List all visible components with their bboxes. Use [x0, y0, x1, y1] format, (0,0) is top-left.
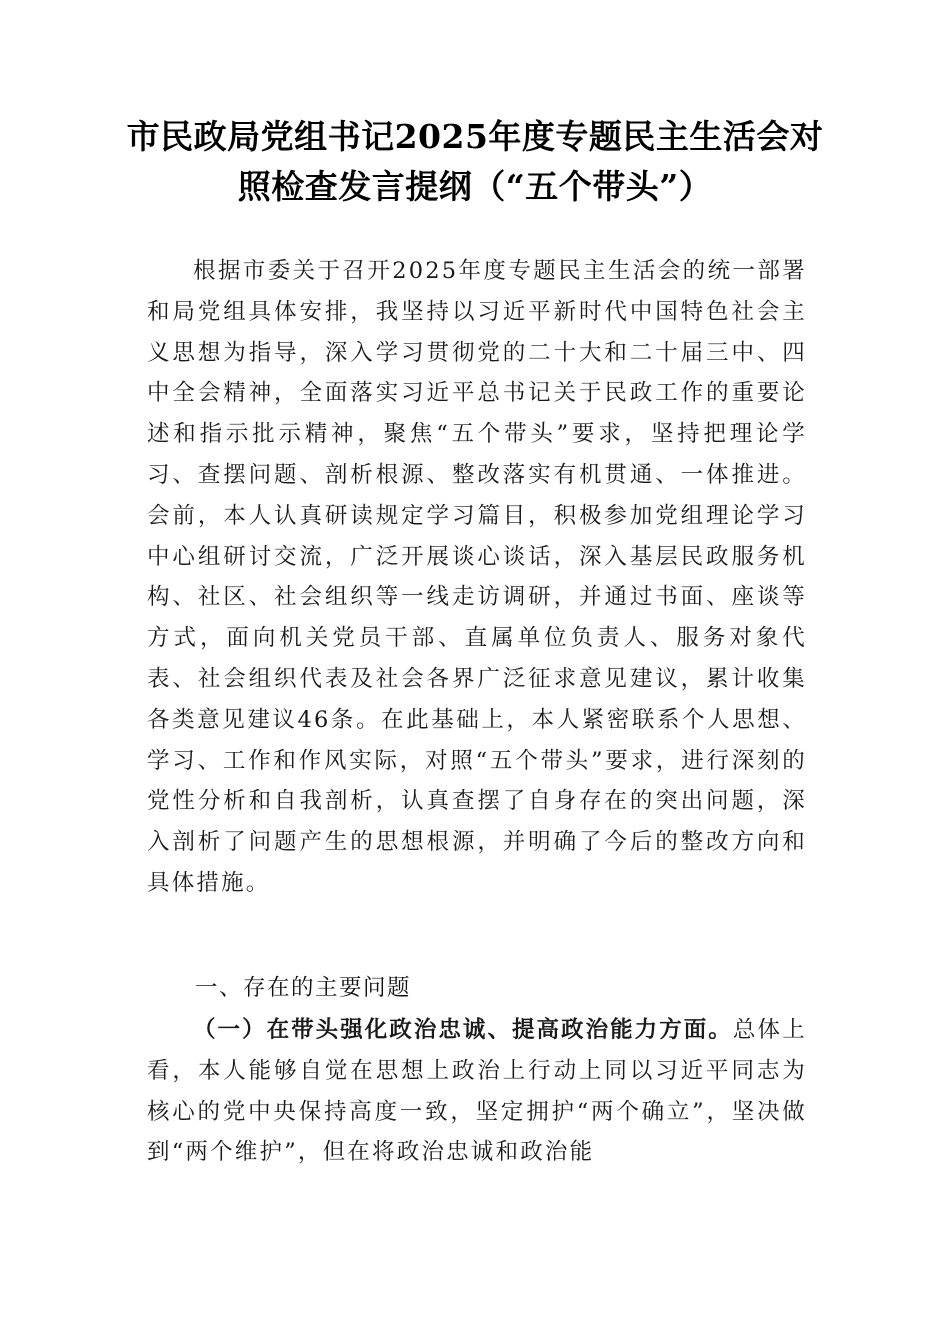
- subsection-heading: （一）在带头强化政治忠诚、提高政治能力方面。: [193, 1017, 733, 1043]
- intro-paragraph: 根据市委关于召开2025年度专题民主生活会的统一部署和局党组具体安排，我坚持以习近平新时代中国特色社会主义思想为指导，深入学习贯彻党的二十大和二十届三中、四中全会精神，全面落实习近平总书记关于民政工作的重要论述和指示批示精神，聚焦“五个带头”要求，坚持把理论学习、查摆问题、剖析根源、整改落实有机贯通、一体推进。会前，本人认真研读规定学习篇目，积极参加党组理论学习中心组研讨交流，广泛开展谈心谈话，深入基层民政服务机构、社区、社会组织等一线走访调研，并通过书面、座谈等方式，面向机关党员干部、直属单位负责人、服务对象代表、社会组织代表及社会各界广泛征求意见建议，累计收集各类意见建议46条。在此基础上，本人紧密联系个人思想、学习、工作和作风实际，对照“五个带头”要求，进行深刻的党性分析和自我剖析，认真查摆了自身存在的突出问题，深入剖析了问题产生的思想根源，并明确了今后的整改方向和具体措施。: [147, 258, 807, 896]
- document-title: 市民政局党组书记2025年度专题民主生活会对照检查发言提纲（“五个带头”）: [126, 117, 824, 206]
- subsection-text: 总体上看，本人能够自觉在思想上政治上行动上同以习近平同志为核心的党中央保持高度一致，坚定拥护“两个确立”，坚决做到“两个维护”，但在将政治忠诚和政治能: [147, 1017, 807, 1166]
- intro-section: [147, 251, 807, 904]
- section-one-body: [147, 1010, 807, 1173]
- subsection-paragraph: [147, 1010, 807, 1173]
- section-heading: 一、存在的主要问题: [195, 975, 412, 1001]
